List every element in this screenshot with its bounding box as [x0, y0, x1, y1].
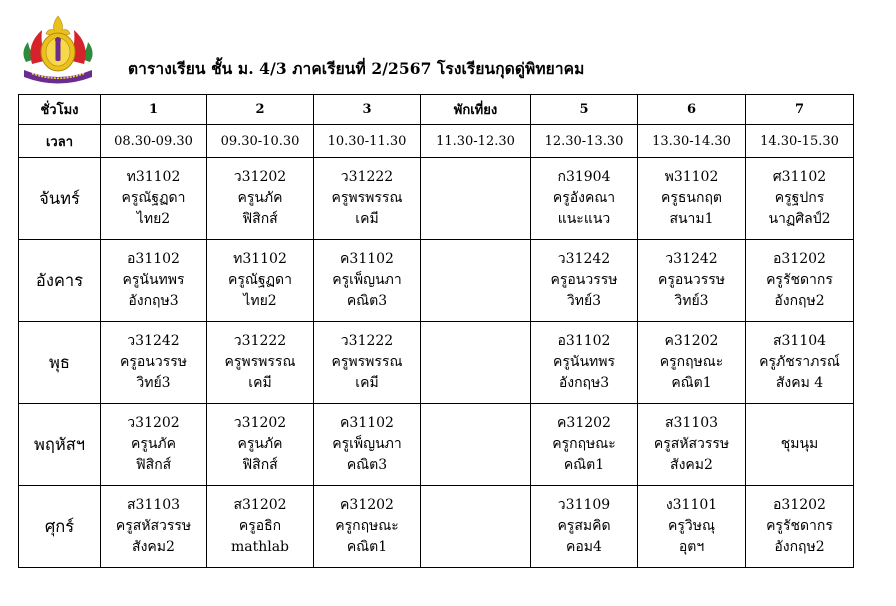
- subject-name: คณิต3: [346, 457, 388, 473]
- time-row: [19, 125, 854, 158]
- subject-name: แนะแนว: [557, 211, 611, 227]
- teacher-name: ครูฐปกร: [774, 190, 825, 206]
- teacher-name: ครูธนกฤต: [660, 190, 723, 206]
- course-code: อ31202: [773, 251, 826, 267]
- teacher-name: ครูพรพรรณ: [331, 190, 403, 206]
- teacher-name: ครูเพ็ญนภา: [332, 436, 402, 452]
- subject-name: อังกฤษ3: [128, 293, 179, 309]
- teacher-name: ครูอังคณา: [552, 190, 616, 206]
- day-label: อังคาร: [19, 240, 101, 322]
- class-cell: [101, 158, 207, 240]
- course-code: ว31242: [557, 251, 611, 267]
- teacher-name: ครูพรพรรณ: [224, 354, 296, 370]
- teacher-name: ครูรัชดากร: [766, 518, 833, 534]
- subject-name: คอม4: [566, 539, 602, 555]
- subject-name: เคมี: [355, 375, 379, 391]
- subject-name: อังกฤษ3: [558, 375, 610, 391]
- class-cell: [314, 158, 421, 240]
- class-cell: [207, 240, 314, 322]
- class-cell: [746, 158, 854, 240]
- teacher-name: ครูนันทพร: [122, 272, 185, 288]
- school-logo: [18, 14, 98, 86]
- course-code: ว31109: [557, 497, 611, 513]
- header-period-2: 2: [207, 95, 314, 125]
- subject-name: วิทย์3: [674, 293, 709, 309]
- class-cell: [531, 486, 638, 568]
- subject-name: อังกฤษ2: [774, 293, 825, 309]
- subject-name: ไทย2: [136, 211, 171, 227]
- course-code: ท31102: [126, 169, 181, 185]
- class-cell: [207, 322, 314, 404]
- teacher-name: ครูนันทพร: [552, 354, 615, 370]
- course-code: ท31102: [233, 251, 287, 267]
- teacher-name: ครูภัชราภรณ์: [759, 354, 840, 370]
- teacher-name: ครูอนวรรษ: [658, 272, 725, 288]
- course-code: ค31202: [557, 415, 611, 431]
- header-period-5: 5: [531, 95, 638, 125]
- subject-name: สังคม 4: [775, 375, 824, 391]
- course-code: ส31103: [126, 497, 181, 513]
- course-code: ค31202: [340, 497, 394, 513]
- subject-name: สังคม2: [132, 539, 175, 555]
- class-cell: [746, 322, 854, 404]
- subject-name: เคมี: [248, 375, 272, 391]
- class-cell: [314, 322, 421, 404]
- teacher-name: ครูสหัสวรรษ: [653, 436, 730, 452]
- course-code: ว31222: [340, 169, 394, 185]
- course-code: ชุมนุม: [780, 436, 819, 452]
- day-row: [19, 158, 854, 240]
- teacher-name: ครูสหัสวรรษ: [115, 518, 192, 534]
- class-cell: [207, 404, 314, 486]
- page-title: ตารางเรียน ชั้น ม. 4/3 ภาคเรียนที่ 2/2567 โรงเรียนกุดดู่พิทยาคม: [128, 59, 585, 78]
- subject-name: คณิต1: [563, 457, 605, 473]
- course-code: ว31222: [340, 333, 394, 349]
- day-row: [19, 240, 854, 322]
- teacher-name: ครูกฤษณะ: [659, 354, 724, 370]
- class-cell: [531, 404, 638, 486]
- course-code: ส31202: [233, 497, 287, 513]
- day-label: พุธ: [19, 322, 101, 404]
- teacher-name: ครูณัฐฏดา: [228, 272, 292, 288]
- time-label: เวลา: [19, 125, 101, 158]
- subject-name: เคมี: [355, 211, 379, 227]
- subject-name: อังกฤษ2: [774, 539, 825, 555]
- class-cell: [314, 240, 421, 322]
- subject-name: สนาม1: [669, 211, 714, 227]
- course-code: ง31101: [665, 497, 718, 513]
- class-cell: [531, 240, 638, 322]
- lunch-break-cell: [421, 486, 531, 568]
- subject-name: ฟิสิกส์: [242, 457, 278, 473]
- header-lunch-break: พักเที่ยง: [421, 95, 531, 125]
- class-cell: [101, 322, 207, 404]
- subject-name: วิทย์3: [566, 293, 602, 309]
- class-cell: [101, 240, 207, 322]
- time-cell: 14.30-15.30: [746, 125, 854, 158]
- class-cell: [207, 486, 314, 568]
- class-cell: [314, 404, 421, 486]
- lunch-break-cell: [421, 240, 531, 322]
- class-cell: [531, 158, 638, 240]
- subject-name: คณิต3: [346, 293, 388, 309]
- class-cell: [207, 158, 314, 240]
- time-cell: 12.30-13.30: [531, 125, 638, 158]
- teacher-name: ครูกฤษณะ: [335, 518, 399, 534]
- subject-name: ไทย2: [243, 293, 277, 309]
- header-period-6: 6: [638, 95, 746, 125]
- subject-name: อุตฯ: [678, 539, 705, 555]
- time-cell: 13.30-14.30: [638, 125, 746, 158]
- subject-name: คณิต1: [346, 539, 388, 555]
- course-code: ว31242: [665, 251, 718, 267]
- teacher-name: ครูพรพรรณ: [331, 354, 403, 370]
- subject-name: คณิต1: [671, 375, 712, 391]
- teacher-name: ครูนภัค: [130, 436, 177, 452]
- teacher-name: ครูวิษณุ: [668, 518, 715, 534]
- class-cell: [314, 486, 421, 568]
- subject-name: วิทย์3: [136, 375, 171, 391]
- class-schedule-table: [18, 94, 854, 568]
- header-period-1: 1: [101, 95, 207, 125]
- course-code: ค31102: [340, 251, 394, 267]
- course-code: อ31202: [773, 497, 826, 513]
- lunch-break-cell: [421, 404, 531, 486]
- course-code: ว31202: [233, 415, 287, 431]
- class-cell: [101, 486, 207, 568]
- teacher-name: ครูอนวรรษ: [120, 354, 187, 370]
- subject-name: mathlab: [230, 539, 290, 555]
- class-cell: [746, 404, 854, 486]
- teacher-name: ครูกฤษณะ: [552, 436, 616, 452]
- day-row: [19, 404, 854, 486]
- teacher-name: ครูเพ็ญนภา: [332, 272, 402, 288]
- course-code: ค31202: [664, 333, 719, 349]
- class-cell: [638, 158, 746, 240]
- class-cell: [101, 404, 207, 486]
- course-code: ว31202: [127, 415, 180, 431]
- class-cell: [638, 486, 746, 568]
- header-row: [19, 95, 854, 125]
- subject-name: ฟิสิกส์: [135, 457, 172, 473]
- time-cell: 08.30-09.30: [101, 125, 207, 158]
- header-period-3: 3: [314, 95, 421, 125]
- subject-name: ฟิสิกส์: [242, 211, 278, 227]
- course-code: ก31904: [557, 169, 611, 185]
- teacher-name: ครูอธิก: [238, 518, 282, 534]
- class-cell: [638, 404, 746, 486]
- course-code: ส31103: [664, 415, 719, 431]
- subject-name: สังคม2: [670, 457, 713, 473]
- teacher-name: ครูนภัค: [237, 190, 283, 206]
- time-cell: 10.30-11.30: [314, 125, 421, 158]
- subject-name: นาฏศิลป์2: [768, 211, 831, 227]
- day-label: จันทร์: [19, 158, 101, 240]
- class-cell: [531, 322, 638, 404]
- course-code: ศ31102: [772, 169, 827, 185]
- lunch-break-cell: [421, 158, 531, 240]
- header-period-label: ชั่วโมง: [19, 95, 101, 125]
- day-row: [19, 486, 854, 568]
- course-code: ค31102: [340, 415, 394, 431]
- course-code: ว31222: [233, 333, 287, 349]
- class-cell: [746, 240, 854, 322]
- time-cell: 11.30-12.30: [421, 125, 531, 158]
- day-row: [19, 322, 854, 404]
- teacher-name: ครูณัฐฏดา: [121, 190, 186, 206]
- course-code: ว31242: [127, 333, 180, 349]
- time-cell: 09.30-10.30: [207, 125, 314, 158]
- day-label: พฤหัสฯ: [19, 404, 101, 486]
- header-period-7: 7: [746, 95, 854, 125]
- course-code: อ31102: [557, 333, 611, 349]
- class-cell: [746, 486, 854, 568]
- school-emblem-icon: [18, 14, 98, 86]
- teacher-name: ครูอนวรรษ: [550, 272, 618, 288]
- lunch-break-cell: [421, 322, 531, 404]
- course-code: ว31202: [233, 169, 287, 185]
- teacher-name: ครูสมคิด: [557, 518, 611, 534]
- course-code: ส31104: [772, 333, 827, 349]
- class-cell: [638, 322, 746, 404]
- day-label: ศุกร์: [19, 486, 101, 568]
- teacher-name: ครูนภัค: [237, 436, 283, 452]
- course-code: พ31102: [664, 169, 719, 185]
- course-code: อ31102: [127, 251, 180, 267]
- class-cell: [638, 240, 746, 322]
- teacher-name: ครูรัชดากร: [766, 272, 833, 288]
